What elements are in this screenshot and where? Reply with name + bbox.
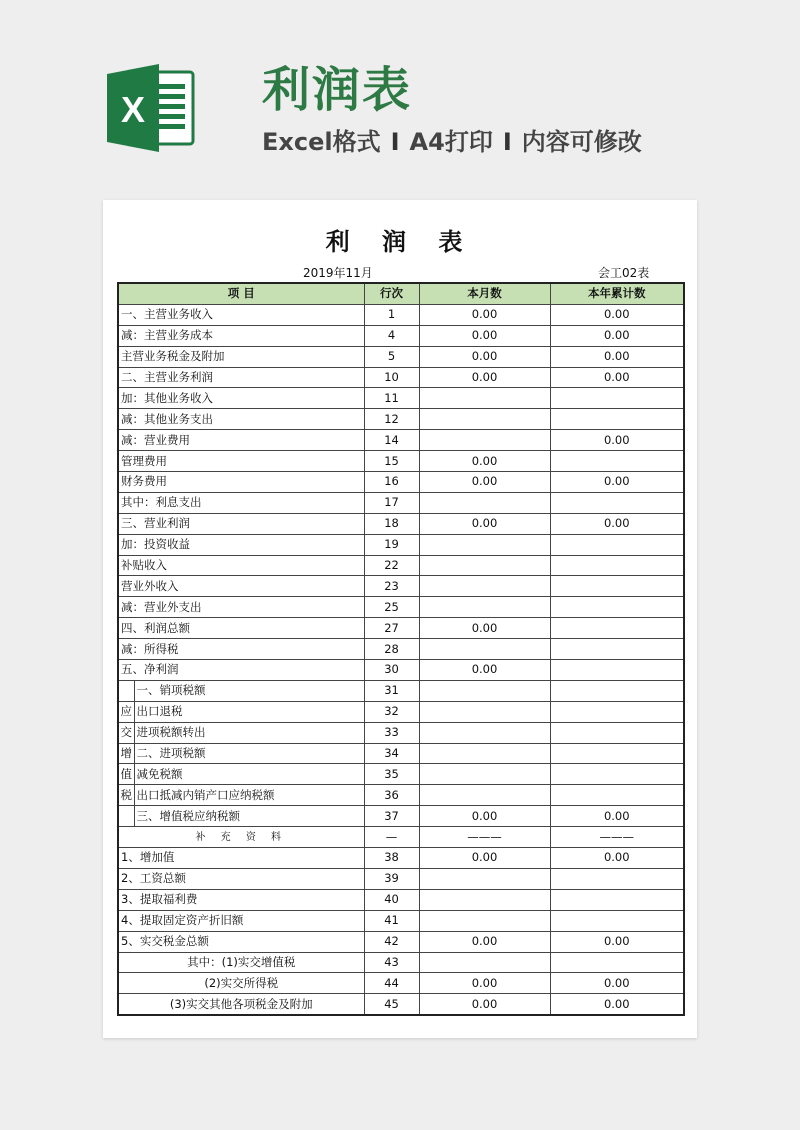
ytd-cell: 0.00 (550, 346, 684, 367)
table-row (118, 764, 684, 785)
table-row (118, 889, 684, 910)
item-cell: 五、净利润 (118, 660, 364, 681)
table-row (118, 472, 684, 493)
table-row (118, 367, 684, 388)
income-statement-table (117, 282, 685, 1016)
month-cell: 0.00 (419, 472, 550, 493)
month-cell (419, 409, 550, 430)
line-cell: 10 (364, 367, 419, 388)
item-cell: 二、进项税额 (134, 743, 364, 764)
ytd-cell (550, 409, 684, 430)
ytd-cell (550, 764, 684, 785)
item-cell: 出口抵减内销产口应纳税额 (134, 785, 364, 806)
item-cell: 1、增加值 (118, 848, 364, 869)
table-row (118, 534, 684, 555)
line-cell: 27 (364, 618, 419, 639)
line-cell: 30 (364, 660, 419, 681)
ytd-cell (550, 597, 684, 618)
ytd-cell (550, 889, 684, 910)
ytd-cell: 0.00 (550, 472, 684, 493)
item-cell: 补贴收入 (118, 555, 364, 576)
ytd-cell (550, 388, 684, 409)
line-cell: 39 (364, 868, 419, 889)
ytd-cell: 0.00 (550, 430, 684, 451)
subtitle-separator: I (502, 128, 512, 156)
month-cell (419, 952, 550, 973)
item-cell: 其中：利息支出 (118, 492, 364, 513)
line-cell: 23 (364, 576, 419, 597)
item-cell: 2、工资总额 (118, 868, 364, 889)
item-cell: 一、销项税额 (134, 680, 364, 701)
excel-logo-icon (103, 60, 199, 156)
line-cell: 15 (364, 451, 419, 472)
header-subtitle (262, 126, 642, 158)
ytd-cell: 0.00 (550, 848, 684, 869)
document-sheet (103, 200, 697, 1038)
item-cell: 减：其他业务支出 (118, 409, 364, 430)
line-cell: 35 (364, 764, 419, 785)
month-cell: 0.00 (419, 304, 550, 325)
ytd-cell (550, 785, 684, 806)
ytd-cell: 0.00 (550, 806, 684, 827)
line-cell: 41 (364, 910, 419, 931)
item-cell: 出口退税 (134, 701, 364, 722)
month-cell: 0.00 (419, 451, 550, 472)
header-title: 利润表 (262, 62, 413, 118)
line-cell: 5 (364, 346, 419, 367)
supplement-label: 补 充 资 料 (118, 827, 364, 848)
document-code: 会工02表 (598, 266, 650, 280)
ytd-cell: 0.00 (550, 973, 684, 994)
document-title: 利 润 表 (325, 228, 475, 256)
table-row (118, 722, 684, 743)
table-row (118, 430, 684, 451)
table-row (118, 618, 684, 639)
line-cell: 43 (364, 952, 419, 973)
item-cell: (3)实交其他各项税金及附加 (118, 994, 364, 1015)
item-cell: 减：营业费用 (118, 430, 364, 451)
ytd-cell (550, 910, 684, 931)
item-cell: 减：营业外支出 (118, 597, 364, 618)
table-row (118, 346, 684, 367)
ytd-cell (550, 618, 684, 639)
month-cell: 0.00 (419, 931, 550, 952)
side-label-cell (118, 806, 134, 827)
table-row (118, 868, 684, 889)
month-cell: 0.00 (419, 848, 550, 869)
line-cell: 18 (364, 513, 419, 534)
item-cell: 营业外收入 (118, 576, 364, 597)
ytd-cell (550, 576, 684, 597)
table-row (118, 451, 684, 472)
month-cell (419, 534, 550, 555)
month-cell (419, 430, 550, 451)
line-cell: 11 (364, 388, 419, 409)
table-row (118, 325, 684, 346)
item-cell: 5、实交税金总额 (118, 931, 364, 952)
side-label-cell: 税 (118, 785, 134, 806)
ytd-cell: 0.00 (550, 513, 684, 534)
document-date: 2019年11月 (303, 266, 373, 280)
month-cell (419, 680, 550, 701)
item-cell: 减免税额 (134, 764, 364, 785)
month-cell: 0.00 (419, 806, 550, 827)
column-header-line: 行次 (364, 283, 419, 304)
side-label-cell: 增 (118, 743, 134, 764)
ytd-cell (550, 722, 684, 743)
month-cell (419, 764, 550, 785)
table-row (118, 639, 684, 660)
line-cell: 32 (364, 701, 419, 722)
table-row (118, 680, 684, 701)
table-row (118, 388, 684, 409)
item-cell: 减：所得税 (118, 639, 364, 660)
ytd-cell: 0.00 (550, 994, 684, 1015)
month-cell (419, 576, 550, 597)
table-row (118, 931, 684, 952)
ytd-cell (550, 680, 684, 701)
item-cell: (2)实交所得税 (118, 973, 364, 994)
item-cell: 二、主营业务利润 (118, 367, 364, 388)
month-cell (419, 743, 550, 764)
line-cell: 16 (364, 472, 419, 493)
item-cell: 一、主营业务收入 (118, 304, 364, 325)
table-row (118, 597, 684, 618)
month-cell: 0.00 (419, 346, 550, 367)
line-cell: 28 (364, 639, 419, 660)
item-cell: 三、增值税应纳税额 (134, 806, 364, 827)
month-cell: 0.00 (419, 994, 550, 1015)
ytd-cell (550, 639, 684, 660)
table-row (118, 848, 684, 869)
item-cell: 4、提取固定资产折旧额 (118, 910, 364, 931)
item-cell: 三、营业利润 (118, 513, 364, 534)
side-label-cell: 值 (118, 764, 134, 785)
table-row (118, 910, 684, 931)
supplement-row (118, 827, 684, 848)
subtitle-editable: 内容可修改 (521, 128, 642, 156)
month-cell: 0.00 (419, 367, 550, 388)
line-cell: 40 (364, 889, 419, 910)
line-cell: 42 (364, 931, 419, 952)
ytd-cell (550, 451, 684, 472)
month-cell (419, 597, 550, 618)
line-cell: 19 (364, 534, 419, 555)
line-cell: 33 (364, 722, 419, 743)
ytd-cell (550, 952, 684, 973)
table-row (118, 952, 684, 973)
table-row (118, 304, 684, 325)
line-cell: 12 (364, 409, 419, 430)
item-cell: 加：其他业务收入 (118, 388, 364, 409)
item-cell: 进项税额转出 (134, 722, 364, 743)
month-cell (419, 889, 550, 910)
item-cell: 财务费用 (118, 472, 364, 493)
ytd-cell (550, 660, 684, 681)
ytd-cell: 0.00 (550, 931, 684, 952)
line-cell: 45 (364, 994, 419, 1015)
month-cell: 0.00 (419, 513, 550, 534)
ytd-cell (550, 534, 684, 555)
ytd-cell: 0.00 (550, 304, 684, 325)
month-cell (419, 388, 550, 409)
item-cell: 减：主营业务成本 (118, 325, 364, 346)
table-row (118, 409, 684, 430)
line-cell: 37 (364, 806, 419, 827)
month-cell: 0.00 (419, 618, 550, 639)
side-label-cell: 交 (118, 722, 134, 743)
item-cell: 加：投资收益 (118, 534, 364, 555)
column-header-month: 本月数 (419, 283, 550, 304)
table-row (118, 973, 684, 994)
ytd-cell: 0.00 (550, 367, 684, 388)
item-cell: 3、提取福利费 (118, 889, 364, 910)
table-row (118, 576, 684, 597)
month-cell: ——— (419, 827, 550, 848)
subtitle-print: A4打印 (409, 128, 493, 156)
table-row (118, 555, 684, 576)
subtitle-separator: I (390, 128, 400, 156)
ytd-cell (550, 743, 684, 764)
table-row (118, 743, 684, 764)
month-cell (419, 639, 550, 660)
column-header-item: 项 目 (118, 283, 364, 304)
line-cell: 25 (364, 597, 419, 618)
ytd-cell (550, 555, 684, 576)
subtitle-format: Excel格式 (262, 128, 381, 156)
ytd-cell (550, 701, 684, 722)
item-cell: 管理费用 (118, 451, 364, 472)
ytd-cell: 0.00 (550, 325, 684, 346)
line-cell: — (364, 827, 419, 848)
ytd-cell (550, 492, 684, 513)
svg-text:X: X (120, 89, 146, 130)
month-cell: 0.00 (419, 325, 550, 346)
month-cell (419, 785, 550, 806)
item-cell: 四、利润总额 (118, 618, 364, 639)
table-header-row (118, 283, 684, 304)
table-row (118, 806, 684, 827)
month-cell (419, 868, 550, 889)
line-cell: 22 (364, 555, 419, 576)
column-header-ytd: 本年累计数 (550, 283, 684, 304)
table-row (118, 994, 684, 1015)
month-cell (419, 910, 550, 931)
item-cell: 主营业务税金及附加 (118, 346, 364, 367)
month-cell: 0.00 (419, 660, 550, 681)
line-cell: 38 (364, 848, 419, 869)
ytd-cell (550, 868, 684, 889)
month-cell (419, 701, 550, 722)
table-row (118, 660, 684, 681)
line-cell: 1 (364, 304, 419, 325)
month-cell (419, 722, 550, 743)
table-row (118, 513, 684, 534)
line-cell: 44 (364, 973, 419, 994)
line-cell: 31 (364, 680, 419, 701)
month-cell (419, 555, 550, 576)
table-row (118, 785, 684, 806)
ytd-cell: ——— (550, 827, 684, 848)
line-cell: 36 (364, 785, 419, 806)
line-cell: 34 (364, 743, 419, 764)
line-cell: 4 (364, 325, 419, 346)
item-cell: 其中：(1)实交增值税 (118, 952, 364, 973)
month-cell (419, 492, 550, 513)
month-cell: 0.00 (419, 973, 550, 994)
line-cell: 14 (364, 430, 419, 451)
side-label-cell (118, 680, 134, 701)
table-row (118, 492, 684, 513)
line-cell: 17 (364, 492, 419, 513)
table-row (118, 701, 684, 722)
side-label-cell: 应 (118, 701, 134, 722)
